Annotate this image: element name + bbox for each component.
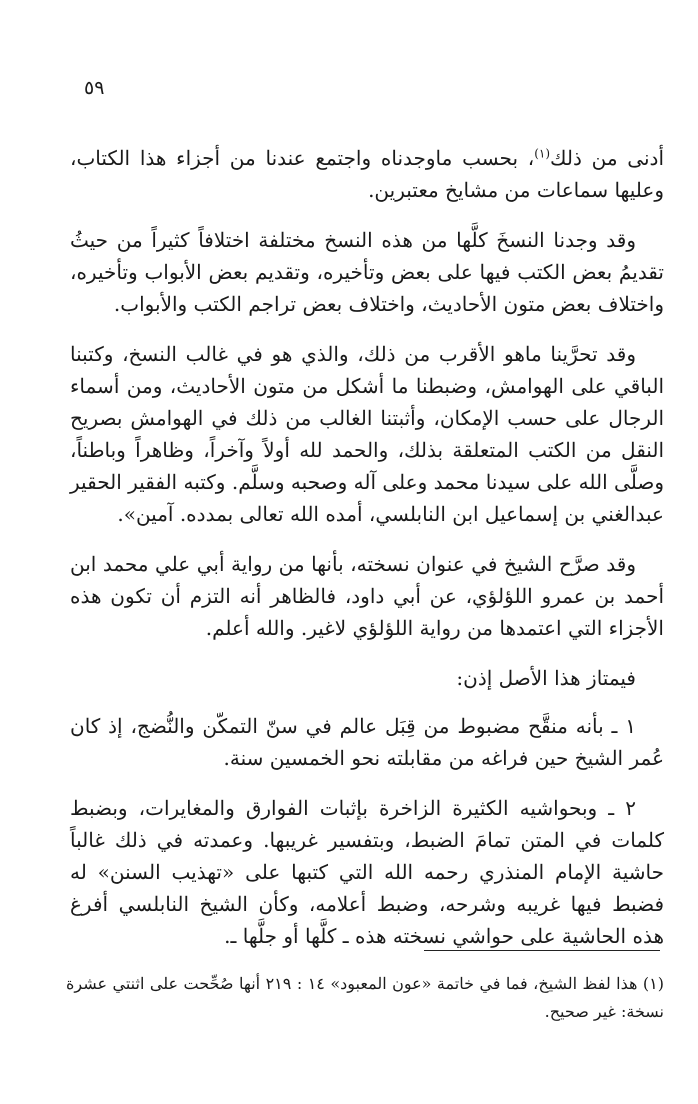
paragraph-1 bbox=[70, 142, 664, 206]
page-number: ٥٩ bbox=[84, 77, 105, 99]
paragraph-1-text-cont: ، بحسب ماوجدناه واجتمع عندنا من أجزاء هذا الكتاب، وعليها سماعات من مشايخ معتبرين. bbox=[70, 146, 664, 202]
paragraph-4: وقد صرَّح الشيخ في عنوان نسخته، بأنها من رواية أبي علي محمد ابن أحمد بن عمرو اللؤلؤي، عن أبي داود، فالظاهر أنه التزم أن تكون هذه الأجزاء التي اعتمدها من رواية اللؤلؤي لاغير. والله أعلم. bbox=[70, 552, 664, 640]
paragraph-7: ٢ ـ وبحواشيه الكثيرة الزاخرة بإثبات الفوارق والمغايرات، وبضبط كلمات في المتن تمامَ الضبط، وبتفسير غريبها. وعمدته في ذلك غالباً حاشية الإمام المنذري رحمه الله التي كتبها على «تهذيب السنن» له فضبط فيها غريبه وشرحه، وضبط أعلامه، وكأن الشيخ النابلسي أفرغ هذه الحاشية على حواشي نسخته هذه ـ كلَّها أو جلَّها ـ. bbox=[70, 796, 664, 948]
paragraph-5: فيمتاز هذا الأصل إذن: bbox=[456, 666, 636, 690]
paragraph-1-text: أدنى من ذلك bbox=[550, 146, 664, 170]
paragraph-3: وقد تحرَّينا ماهو الأقرب من ذلك، والذي هو في غالب النسخ، وكتبنا الباقي على الهوامش، وضبطنا ما أشكل من متون الأحاديث، ومن أسماء الرجال على حسب الإمكان، وأثبتنا الغالب من ذلك في الهوامش بصريح النقل من الكتب المتعلقة بذلك، والحمد لله أولاً وآخراً، وظاهراً وباطناً، وصلَّى الله على سيدنا محمد وعلى آله وصحبه وسلَّم. وكتبه الفقير الحقير عبدالغني بن إسماعيل ابن النابلسي، أمده الله تعالى بمدده. آمين». bbox=[70, 342, 664, 526]
footnote-divider bbox=[424, 950, 660, 951]
footnote-text: (١) هذا لفظ الشيخ، فما في خاتمة «عون المعبود» ١٤ : ٢١٩ أنها صُحِّحت على اثنتي عشرة نسخة: غير صحيح. bbox=[66, 974, 665, 1021]
footnote-reference: (١) bbox=[534, 146, 551, 161]
paragraph-2: وقد وجدنا النسخَ كلَّها من هذه النسخ مختلفة اختلافاً كثيراً من حيثُ تقديمُ بعض الكتب فيها على بعض وتأخيره، وتقديم بعض الأبواب وتأخيره، واختلاف بعض متون الأحاديث، واختلاف بعض تراجم الكتب والأبواب. bbox=[70, 228, 664, 316]
main-text bbox=[70, 142, 664, 970]
paragraph-6: ١ ـ بأنه منقَّح مضبوط من قِبَل عالم في سنّ التمكّن والنُّضج، إذ كان عُمر الشيخ حين فراغه من مقابلته نحو الخمسين سنة. bbox=[70, 714, 664, 770]
footnote bbox=[66, 970, 664, 1026]
